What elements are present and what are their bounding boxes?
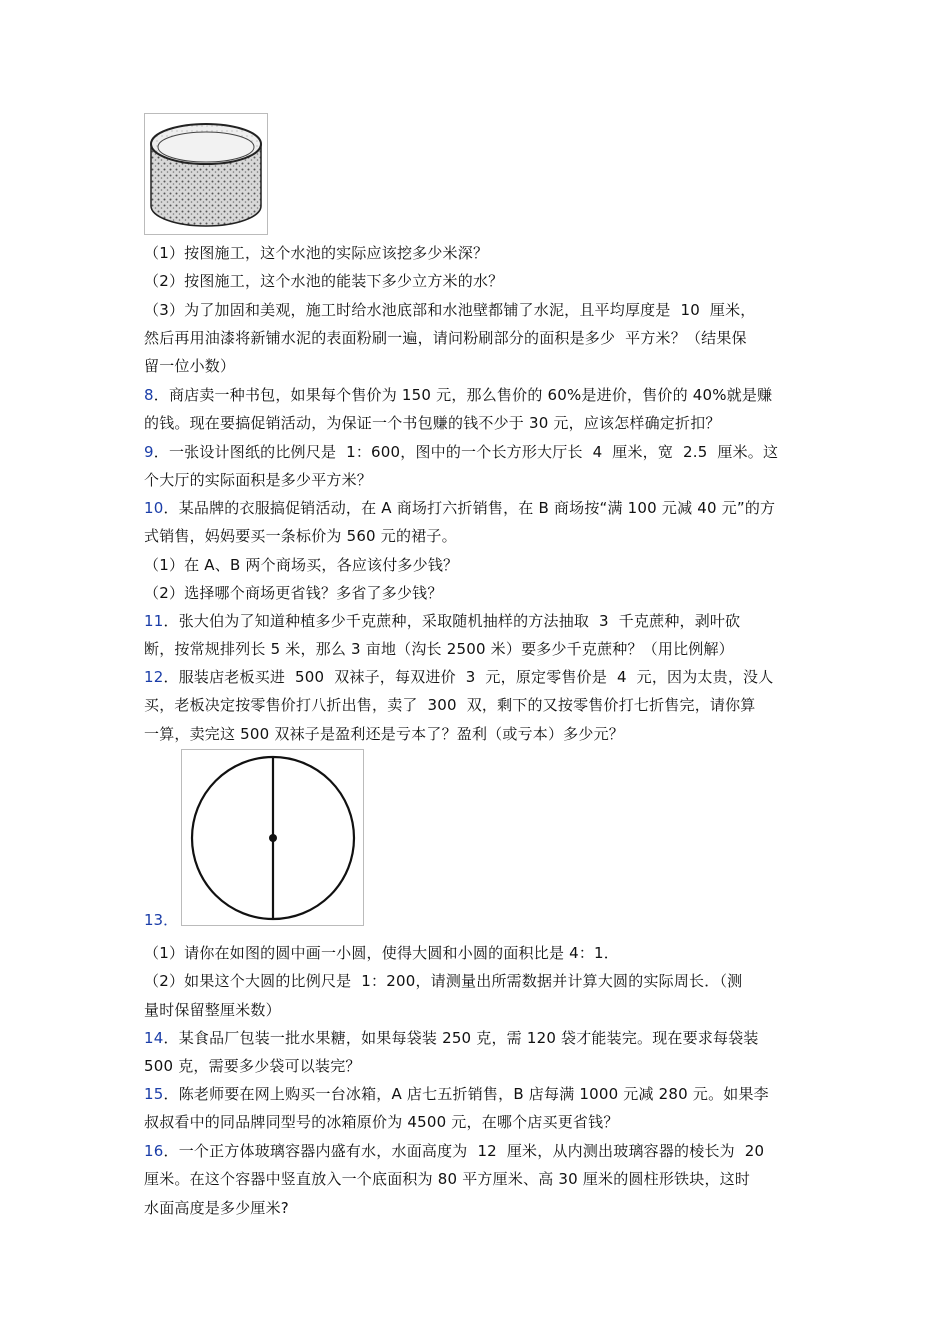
question-text: ．某食品厂包装一批水果糖，如果每袋装 250 克，需 120 袋才能装完。现在要求每袋装 <box>163 1029 759 1047</box>
question-text: 水面高度是多少厘米? <box>144 1198 289 1217</box>
question-number: 9 <box>144 443 154 461</box>
q7-subquestions <box>144 239 808 380</box>
question-text: 个大厅的实际面积是多少平方米？ <box>144 471 373 490</box>
question-text: 买，老板决定按零售价打八折出售，卖了 300 双，剩下的又按零售价打七折售完，请你算 <box>144 696 756 715</box>
pool-drawing <box>145 114 267 234</box>
question-16 <box>144 1137 808 1222</box>
question-text: ．一张设计图纸的比例尺是 1：600，图中的一个长方形大厅长 4 厘米，宽 2.5 厘米。这 <box>153 443 779 461</box>
question-number: 11 <box>144 612 164 630</box>
question-number: 16 <box>144 1142 164 1160</box>
question-text: 的钱。现在要搞促销活动，为保证一个书包赚的钱不少于 30 元，应该怎样确定折扣？ <box>144 414 721 433</box>
question-text: 厘米。在这个容器中竖直放入一个底面积为 80 平方厘米、高 30 厘米的圆柱形铁块，这时 <box>144 1170 751 1189</box>
q7-sub-3-cont2: 留一位小数） <box>144 357 236 376</box>
circle-figure <box>181 749 364 926</box>
question-dot: ． <box>163 911 179 929</box>
question-text: ．一个正方体玻璃容器内盛有水，水面高度为 12 厘米，从内测出玻璃容器的棱长为 20 <box>163 1142 765 1160</box>
question-9 <box>144 438 808 495</box>
question-14 <box>144 1024 808 1081</box>
q13-sub-2: （2）如果这个大圆的比例尺是 1：200，请测量出所需数据并计算大圆的实际周长．（测 <box>144 972 743 991</box>
question-12 <box>144 663 808 748</box>
q10-sub-2: （2）选择哪个商场更省钱？多省了多少钱？ <box>144 583 443 602</box>
pool-image <box>144 113 268 235</box>
question-8 <box>144 381 808 438</box>
question-text: 叔叔看中的同品牌同型号的冰箱原价为 4500 元，在哪个店买更省钱？ <box>144 1113 619 1132</box>
question-number: 8 <box>144 386 154 404</box>
question-13-label <box>144 906 178 934</box>
question-text: ．陈老师要在网上购买一台冰箱，A 店七五折销售，B 店每满 1000 元减 280 元。如果李 <box>163 1085 769 1103</box>
q10-sub-1: （1）在 A、B 两个商场买，各应该付多少钱？ <box>144 555 459 574</box>
question-text: ．商店卖一种书包，如果每个售价为 150 元，那么售价的 60%是进价，售价的 40%就是赚 <box>153 386 773 404</box>
q13-sub-2-cont: 量时保留整厘米数） <box>144 1000 281 1019</box>
question-11 <box>144 607 808 664</box>
question-number: 12 <box>144 668 164 686</box>
question-10 <box>144 494 808 607</box>
question-text: ．某品牌的衣服搞促销活动，在 A 商场打六折销售，在 B 商场按“满 100 元减 40 元”的方 <box>163 499 776 517</box>
circle-drawing <box>182 750 363 925</box>
question-text: ．服装店老板买进 500 双袜子，每双进价 3 元，原定零售价是 4 元，因为太贵，没人 <box>163 668 774 686</box>
q7-sub-1: （1）按图施工，这个水池的实际应该挖多少米深？ <box>144 244 489 262</box>
q13-subquestions <box>144 939 808 1024</box>
question-15 <box>144 1080 808 1137</box>
question-text: 一算，卖完这 500 双袜子是盈利还是亏本了？盈利（或亏本）多少元？ <box>144 724 624 743</box>
question-number: 14 <box>144 1029 164 1047</box>
question-number: 13 <box>144 911 164 929</box>
question-number: 10 <box>144 499 164 517</box>
question-text: 500 克，需要多少袋可以装完？ <box>144 1057 361 1076</box>
question-text: 断，按常规排列长 5 米，那么 3 亩地（沟长 2500 米）要多少千克蔗种？（用比例解） <box>144 640 734 659</box>
q13-sub-1: （1）请你在如图的圆中画一小圆，使得大圆和小圆的面积比是 4：1． <box>144 944 620 962</box>
question-text: ．张大伯为了知道种植多少千克蔗种，采取随机抽样的方法抽取 3 千克蔗种，剥叶砍 <box>163 612 741 630</box>
q7-sub-2: （2）按图施工，这个水池的能装下多少立方米的水？ <box>144 272 504 291</box>
question-text: 式销售，妈妈要买一条标价为 560 元的裙子。 <box>144 527 457 546</box>
q7-sub-3-cont: 然后再用油漆将新铺水泥的表面粉刷一遍，请问粉刷部分的面积是多少 平方米？（结果保 <box>144 328 747 347</box>
question-number: 15 <box>144 1085 164 1103</box>
q7-sub-3: （3）为了加固和美观，施工时给水池底部和水池壁都铺了水泥，且平均厚度是 10 厘米， <box>144 300 756 319</box>
